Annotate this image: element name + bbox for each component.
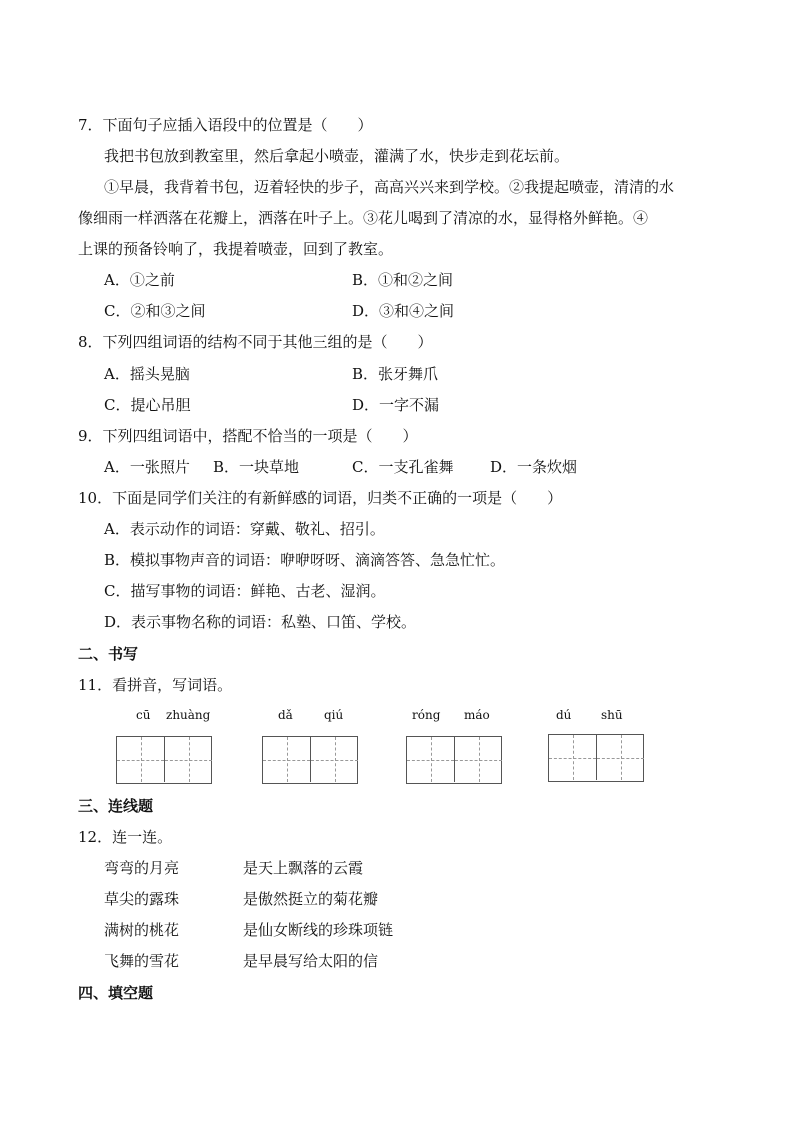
question-7-option-a[interactable]: A．①之前	[104, 271, 175, 289]
match-left-2[interactable]: 草尖的露珠	[104, 890, 180, 908]
question-8-option-d[interactable]: D．一字不漏	[352, 396, 440, 414]
question-7-option-c[interactable]: C．②和③之间	[104, 302, 206, 320]
question-10-option-d[interactable]: D．表示事物名称的词语：私塾、口笛、学校。	[104, 613, 417, 631]
question-9-stem: 9．下列四组词语中，搭配不恰当的一项是（ ）	[78, 427, 418, 445]
question-9-option-c[interactable]: C．一支孔雀舞	[352, 458, 454, 476]
question-11-stem: 11．看拼音，写词语。	[78, 676, 233, 694]
match-right-3[interactable]: 是仙女断线的珍珠项链	[243, 921, 394, 939]
question-7-sentence: 我把书包放到教室里，然后拿起小喷壶，灌满了水，快步走到花坛前。	[104, 147, 570, 165]
writing-cell[interactable]	[597, 735, 644, 780]
question-9-option-d[interactable]: D．一条炊烟	[490, 458, 578, 476]
match-right-1[interactable]: 是天上飘落的云霞	[243, 859, 364, 877]
question-9-option-b[interactable]: B．一块草地	[213, 458, 300, 476]
question-10-option-b[interactable]: B．模拟事物声音的词语：咿咿呀呀、滴滴答答、急急忙忙。	[104, 551, 506, 569]
question-7-passage-line-3: 上课的预备铃响了，我提着喷壶，回到了教室。	[78, 240, 394, 258]
question-8-option-a[interactable]: A．摇头晃脑	[104, 365, 190, 383]
writing-cell[interactable]	[263, 737, 311, 782]
writing-cell[interactable]	[165, 737, 212, 782]
question-10-stem: 10．下面是同学们关注的有新鲜感的词语，归类不正确的一项是（ ）	[78, 489, 563, 507]
question-8-stem: 8．下列四组词语的结构不同于其他三组的是（ ）	[78, 333, 433, 351]
question-10-option-c[interactable]: C．描写事物的词语：鲜艳、古老、湿润。	[104, 582, 386, 600]
writing-cell[interactable]	[311, 737, 358, 782]
match-left-4[interactable]: 飞舞的雪花	[104, 952, 180, 970]
writing-cell[interactable]	[455, 737, 502, 782]
match-right-2[interactable]: 是傲然挺立的菊花瓣	[243, 890, 379, 908]
question-9-option-a[interactable]: A．一张照片	[104, 458, 190, 476]
question-7-stem: 7．下面句子应插入语段中的位置是（ ）	[78, 116, 373, 134]
match-right-4[interactable]: 是早晨写给太阳的信	[243, 952, 379, 970]
question-7-passage-line-2: 像细雨一样洒落在花瓣上，洒落在叶子上。③花儿喝到了清凉的水，显得格外鲜艳。④	[78, 209, 649, 227]
question-12-stem: 12．连一连。	[78, 828, 173, 846]
question-10-option-a[interactable]: A．表示动作的词语：穿戴、敬礼、招引。	[104, 520, 385, 538]
writing-grid-3[interactable]	[406, 736, 502, 784]
writing-cell[interactable]	[117, 737, 165, 782]
question-8-option-c[interactable]: C．提心吊胆	[104, 396, 191, 414]
pinyin-2-1: dǎ	[278, 708, 293, 722]
section-4-heading: 四、填空题	[78, 984, 154, 1002]
match-left-3[interactable]: 满树的桃花	[104, 921, 180, 939]
pinyin-4-2: shū	[601, 708, 623, 722]
pinyin-3-2: máo	[464, 708, 490, 722]
writing-cell[interactable]	[549, 735, 597, 780]
question-8-option-b[interactable]: B．张牙舞爪	[352, 365, 439, 383]
section-3-heading: 三、连线题	[78, 797, 154, 815]
writing-grid-2[interactable]	[262, 736, 358, 784]
writing-grid-4[interactable]	[548, 734, 644, 782]
match-left-1[interactable]: 弯弯的月亮	[104, 859, 180, 877]
pinyin-4-1: dú	[556, 708, 572, 722]
question-7-option-d[interactable]: D．③和④之间	[352, 302, 455, 320]
pinyin-2-2: qiú	[324, 708, 344, 722]
question-7-passage-line-1: ①早晨，我背着书包，迈着轻快的步子，高高兴兴来到学校。②我提起喷壶，清清的水	[104, 178, 675, 196]
writing-cell[interactable]	[407, 737, 455, 782]
writing-grid-1[interactable]	[116, 736, 212, 784]
question-7-option-b[interactable]: B．①和②之间	[352, 271, 454, 289]
pinyin-1-1: cū	[136, 708, 151, 722]
pinyin-1-2: zhuàng	[166, 708, 211, 722]
section-2-heading: 二、书写	[78, 645, 139, 663]
pinyin-3-1: róng	[412, 708, 441, 722]
